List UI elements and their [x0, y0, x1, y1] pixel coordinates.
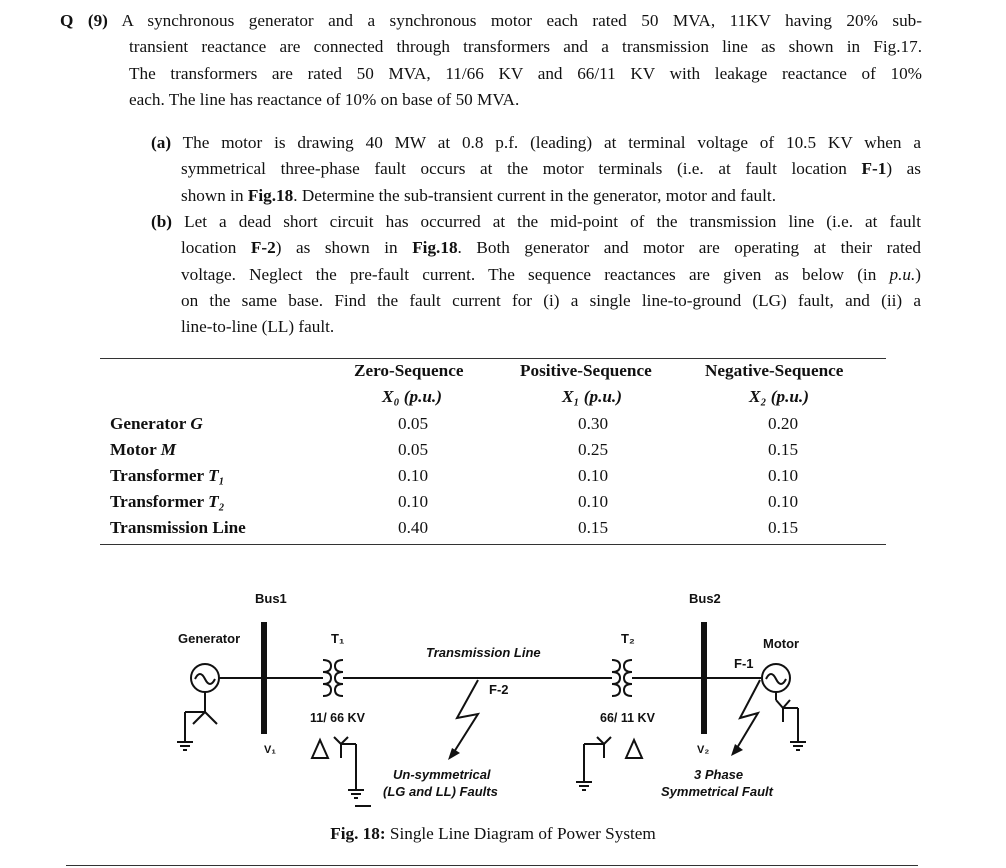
- unsym-fault-label-2: (LG and LL) Faults: [383, 784, 498, 799]
- part-a-line-2: symmetrical three-phase fault occurs at the motor terminals (i.e. at fault location F-1) as: [181, 159, 922, 179]
- part-a-label: (a): [151, 133, 172, 152]
- motor-ground-icon: [776, 692, 806, 750]
- header-negative-sequence: Negative-Sequence: [705, 361, 844, 380]
- header-positive-sequence: Positive-Sequence: [520, 361, 652, 380]
- table-cell: 0.10: [578, 492, 609, 511]
- fault-f2-arrowhead: [448, 748, 460, 760]
- question-line-1: Q (9) A synchronous generator and a synchronous motor each rated 50 MVA, 11KV having 20% sub-: [60, 11, 922, 30]
- t2-label: T₂: [621, 631, 635, 646]
- part-a: [151, 130, 921, 209]
- unsym-fault-label-1: Un-symmetrical: [393, 767, 491, 782]
- table-cell: 0.15: [578, 518, 609, 537]
- transmission-line-label: Transmission Line: [426, 645, 541, 660]
- fault-f1-arrowhead: [731, 744, 743, 756]
- row-label-generator: Generator G: [110, 414, 203, 433]
- table-cell: 0.05: [398, 440, 429, 459]
- question-paragraph: [60, 8, 922, 113]
- part-b: [151, 209, 921, 340]
- table-cell: 0.05: [398, 414, 429, 433]
- single-line-diagram: [0, 580, 1006, 820]
- part-b-line-2: location F-2) as shown in Fig.18. Both generator and motor are operating at their rated: [181, 238, 922, 258]
- question-line-3: The transformers are rated 50 MVA, 11/66 KV and 66/11 KV with leakage reactance of 10%: [129, 63, 922, 83]
- table-cell: 0.10: [768, 492, 799, 511]
- part-b-line-1: (b) Let a dead short circuit has occurred at the mid-point of the transmission line (i.e. at fault: [151, 212, 922, 231]
- header-zero-unit: X₀ (p.u.): [382, 387, 442, 406]
- table-cell: 0.15: [768, 440, 799, 459]
- table-cell: 0.15: [768, 518, 799, 537]
- header-negative-unit: X₂ (p.u.): [749, 387, 809, 406]
- t1-label: T₁: [331, 631, 345, 646]
- row-label-transformer-t1: Transformer T₁: [110, 466, 225, 485]
- motor-symbol: [762, 664, 790, 692]
- sym-fault-label-2: Symmetrical Fault: [661, 784, 773, 799]
- table-cell: 0.40: [398, 518, 429, 537]
- transformer-t2-symbol: [612, 660, 632, 696]
- sym-fault-label-1: 3 Phase: [694, 767, 744, 782]
- fault-f1-arrow-icon: [737, 680, 760, 748]
- bus1-label: Bus1: [255, 591, 287, 606]
- v2-label: V₂: [697, 744, 710, 756]
- fault-f2-arrow-icon: [454, 680, 478, 752]
- table-cell: 0.10: [398, 492, 429, 511]
- bottom-rule: [66, 865, 918, 866]
- table-cell: 0.25: [578, 440, 609, 459]
- table-cell: 0.10: [398, 466, 429, 485]
- part-b-line-5: line-to-line (LL) fault.: [181, 317, 335, 337]
- v1-label: V₁: [264, 744, 276, 756]
- t2-ratio-label: 66/ 11 KV: [600, 711, 655, 725]
- part-a-line-3: shown in Fig.18. Determine the sub-transient current in the generator, motor and fault.: [181, 185, 776, 205]
- transformer-t1-symbol: [323, 660, 343, 696]
- table-cell: 0.20: [768, 414, 799, 433]
- table-cell: 0.10: [578, 466, 609, 485]
- table-cell: 0.30: [578, 414, 609, 433]
- figure-caption-text: Single Line Diagram of Power System: [385, 824, 656, 843]
- generator-symbol: [191, 664, 219, 692]
- part-b-label: (b): [151, 212, 173, 231]
- question-number: Q (9): [60, 11, 108, 30]
- bus1-bar: [261, 622, 267, 734]
- question-line-2: transient reactance are connected through transformers and a transmission line as shown in Fig.17.: [129, 37, 922, 57]
- table-bottom-rule: [100, 544, 886, 545]
- figure-caption-label: Fig. 18:: [330, 824, 386, 843]
- motor-label: Motor: [763, 636, 800, 651]
- question-line-4: each. The line has reactance of 10% on base of 50 MVA.: [129, 89, 520, 109]
- figure-caption: [0, 824, 986, 844]
- t2-wye-delta-icon: [576, 737, 642, 790]
- bus2-label: Bus2: [689, 591, 721, 606]
- t1-delta-wye-icon: [312, 737, 364, 798]
- row-label-transformer-t2: Transformer T₂: [110, 492, 225, 511]
- fault-f1-label: F-1: [734, 656, 754, 671]
- header-zero-sequence: Zero-Sequence: [354, 361, 464, 380]
- generator-label: Generator: [178, 631, 241, 646]
- t1-ratio-label: 11/ 66 KV: [310, 711, 365, 725]
- part-a-line-1: (a) The motor is drawing 40 MW at 0.8 p.f. (leading) at terminal voltage of 10.5 KV when a: [151, 133, 921, 152]
- fault-f2-label: F-2: [489, 682, 509, 697]
- row-label-transmission-line: Transmission Line: [110, 518, 246, 537]
- header-positive-unit: X₁ (p.u.): [562, 387, 622, 406]
- bus2-bar: [701, 622, 707, 734]
- table-top-rule: [100, 358, 886, 359]
- row-label-motor: Motor M: [110, 440, 177, 459]
- generator-ground-icon: [177, 692, 217, 750]
- part-b-line-3: voltage. Neglect the pre-fault current. The sequence reactances are given as below (in p.u.): [181, 264, 921, 284]
- table-cell: 0.10: [768, 466, 799, 485]
- part-b-line-4: on the same base. Find the fault current for (i) a single line-to-ground (LG) fault, and (ii) a: [181, 290, 921, 310]
